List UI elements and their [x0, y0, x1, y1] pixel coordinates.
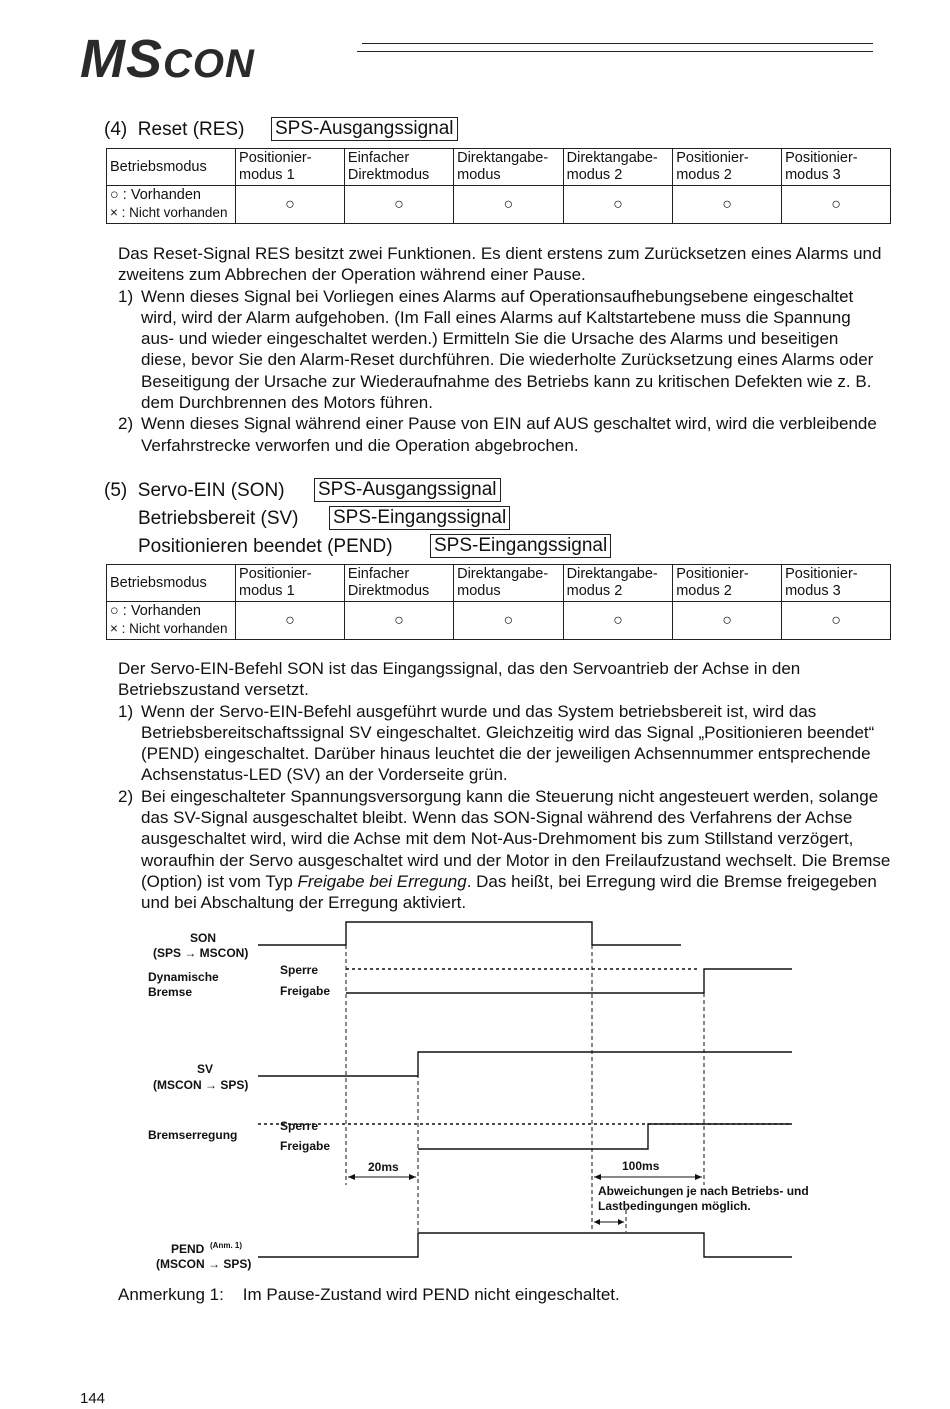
pend-label: PEND [171, 1242, 205, 1256]
mscon-logo: MSCON [80, 29, 255, 89]
dyn-label: Dynamische [148, 970, 219, 984]
mode-header: Direktangabe- modus 2 [563, 565, 673, 602]
availability-mark: ○ [563, 602, 673, 640]
legend-cell: ○ : Vorhanden × : Nicht vorhanden [107, 186, 236, 224]
availability-mark: ○ [454, 602, 564, 640]
mode-header: Positionier- modus 3 [782, 149, 891, 186]
availability-mark: ○ [563, 186, 673, 224]
mode-header: Positionier- modus 1 [236, 149, 345, 186]
availability-mark: ○ [782, 602, 891, 640]
son-waveform [258, 922, 681, 945]
100ms-label: 100ms [622, 1159, 660, 1173]
availability-mark: ○ [236, 602, 345, 640]
availability-mark: ○ [673, 186, 782, 224]
section-5-heading: (5) Servo-EIN (SON) [104, 480, 285, 501]
mode-label: Betriebsmodus [107, 149, 236, 186]
mode-label: Betriebsmodus [107, 565, 236, 602]
sv-waveform [258, 1052, 792, 1076]
son-label: SON [190, 931, 217, 945]
sv-heading: Betriebsbereit (SV) [138, 508, 299, 529]
mode-header: Positionier- modus 2 [673, 149, 782, 186]
mode-header: Direktangabe- modus 2 [563, 149, 673, 186]
list-item: 1) Wenn der Servo-EIN-Befehl ausgeführt wurde und das System betriebsbereit ist, wird das Betriebsbereitschaftssignal SV eingeschaltet. Gleichzeitig wird das Signal „Positionieren beendet“ (PEND) eingeschaltet. Darüber hinaus leuchtet die der jeweiligen Achsennummer entsprechende Achsenstatus-LED (SV) an der Vorderseite grün. [118, 701, 875, 785]
footnote [118, 1285, 620, 1305]
sv-sublabel: (MSCON → SPS) [153, 1078, 249, 1092]
mode-header: Positionier- modus 2 [673, 565, 782, 602]
20ms-label: 20ms [368, 1160, 399, 1174]
availability-mark: ○ [236, 186, 345, 224]
dyn-label-2: Bremse [148, 985, 193, 999]
sv-signal-box: SPS-Eingangssignal [329, 506, 510, 530]
section-4-intro: Das Reset-Signal RES besitzt zwei Funktionen. Es dient erstens zum Zurücksetzen eines Alarms und zweitens zum Abbrechen der Operation während einer Pause. [118, 244, 882, 285]
mode-header: Einfacher Direktmodus [344, 565, 453, 602]
pend-signal-box: SPS-Eingangssignal [430, 534, 611, 558]
pend-waveform [258, 1233, 792, 1257]
sperre-label: Sperre [280, 963, 319, 977]
pend-sublabel: (MSCON → SPS) [156, 1257, 252, 1271]
availability-mark: ○ [782, 186, 891, 224]
section-4-heading: (4) Reset (RES) [104, 119, 245, 140]
pend-heading: Positionieren beendet (PEND) [138, 536, 393, 557]
page-number: 144 [80, 1390, 106, 1407]
section-5-intro: Der Servo-EIN-Befehl SON ist das Eingangssignal, das den Servoantrieb der Achse in den Betriebszustand versetzt. [118, 659, 801, 700]
sv-label: SV [197, 1062, 214, 1076]
deviation-note: Abweichungen je nach Betriebs- und [598, 1184, 809, 1198]
mode-header: Einfacher Direktmodus [344, 149, 453, 186]
mode-header: Direktangabe- modus [454, 565, 564, 602]
mode-header: Direktangabe- modus [454, 149, 564, 186]
mode-header: Positionier- modus 3 [782, 565, 891, 602]
brems-waveform [418, 1124, 792, 1149]
section-4-signal-box: SPS-Ausgangssignal [271, 117, 458, 141]
availability-mark: ○ [454, 186, 564, 224]
pend-note-ref: (Anm. 1) [210, 1241, 242, 1250]
availability-mark: ○ [344, 602, 453, 640]
son-signal-box: SPS-Ausgangssignal [314, 478, 501, 502]
freigabe-label: Freigabe [280, 984, 331, 998]
deviation-note-2: Lastbedingungen möglich. [598, 1199, 751, 1213]
list-item: 2) Wenn dieses Signal während einer Pause von EIN auf AUS geschaltet wird, wird die verbleibende Verfahrstrecke verworfen und die Operation abgebrochen. [118, 414, 877, 455]
availability-mark: ○ [344, 186, 453, 224]
footnote-text: Im Pause-Zustand wird PEND nicht eingeschaltet. [242, 1285, 620, 1304]
list-item: 2) Bei eingeschalteter Spannungsversorgung kann die Steuerung nicht angesteuert werden, solange das SV-Signal ausgeschaltet bleibt. Wenn das SON-Signal während des Verfahrens der Achse ausgeschaltet wird, wird die Achse mit dem Not-Aus-Drehmoment bis zum Stillstand verzögert, woraufhin der Servo ausgeschaltet wird und der Motor in den Freilaufzustand wechselt. Die Bremse (Option) ist vom Typ Freigabe bei Erregung. Das heißt, bei Erregung wird die Bremse freigegeben und bei Abschaltung der Erregung aktiviert. [118, 786, 891, 913]
list-item: 1) Wenn dieses Signal bei Vorliegen eines Alarms auf Operationsaufhebungsebene eingeschaltet wird, wird der Alarm aufgehoben. (Im Fall eines Alarms auf Kaltstartebene muss die Spannung aus- und wieder eingeschaltet werden.) Ermitteln Sie die Ursache des Alarms und beseitigen diese, bevor Sie den Alarm-Reset durchführen. Die wiederholte Zurücksetzung eines Alarms oder Beseitigung der Ursache zur Wiederaufnahme des Betriebs kann zu kritischen Defekten wie z. B. dem Durchbrennen des Motors führen. [118, 286, 874, 413]
freigabe-label: Freigabe [280, 1139, 331, 1153]
sperre-label: Sperre [280, 1119, 319, 1133]
legend-cell: ○ : Vorhanden × : Nicht vorhanden [107, 602, 236, 640]
son-sublabel: (SPS → MSCON) [153, 946, 249, 960]
footnote-label: Anmerkung 1: [118, 1285, 224, 1304]
mode-header: Positionier- modus 1 [236, 565, 345, 602]
brems-label: Bremserregung [148, 1128, 238, 1142]
availability-mark: ○ [673, 602, 782, 640]
brake-waveform [346, 969, 792, 993]
